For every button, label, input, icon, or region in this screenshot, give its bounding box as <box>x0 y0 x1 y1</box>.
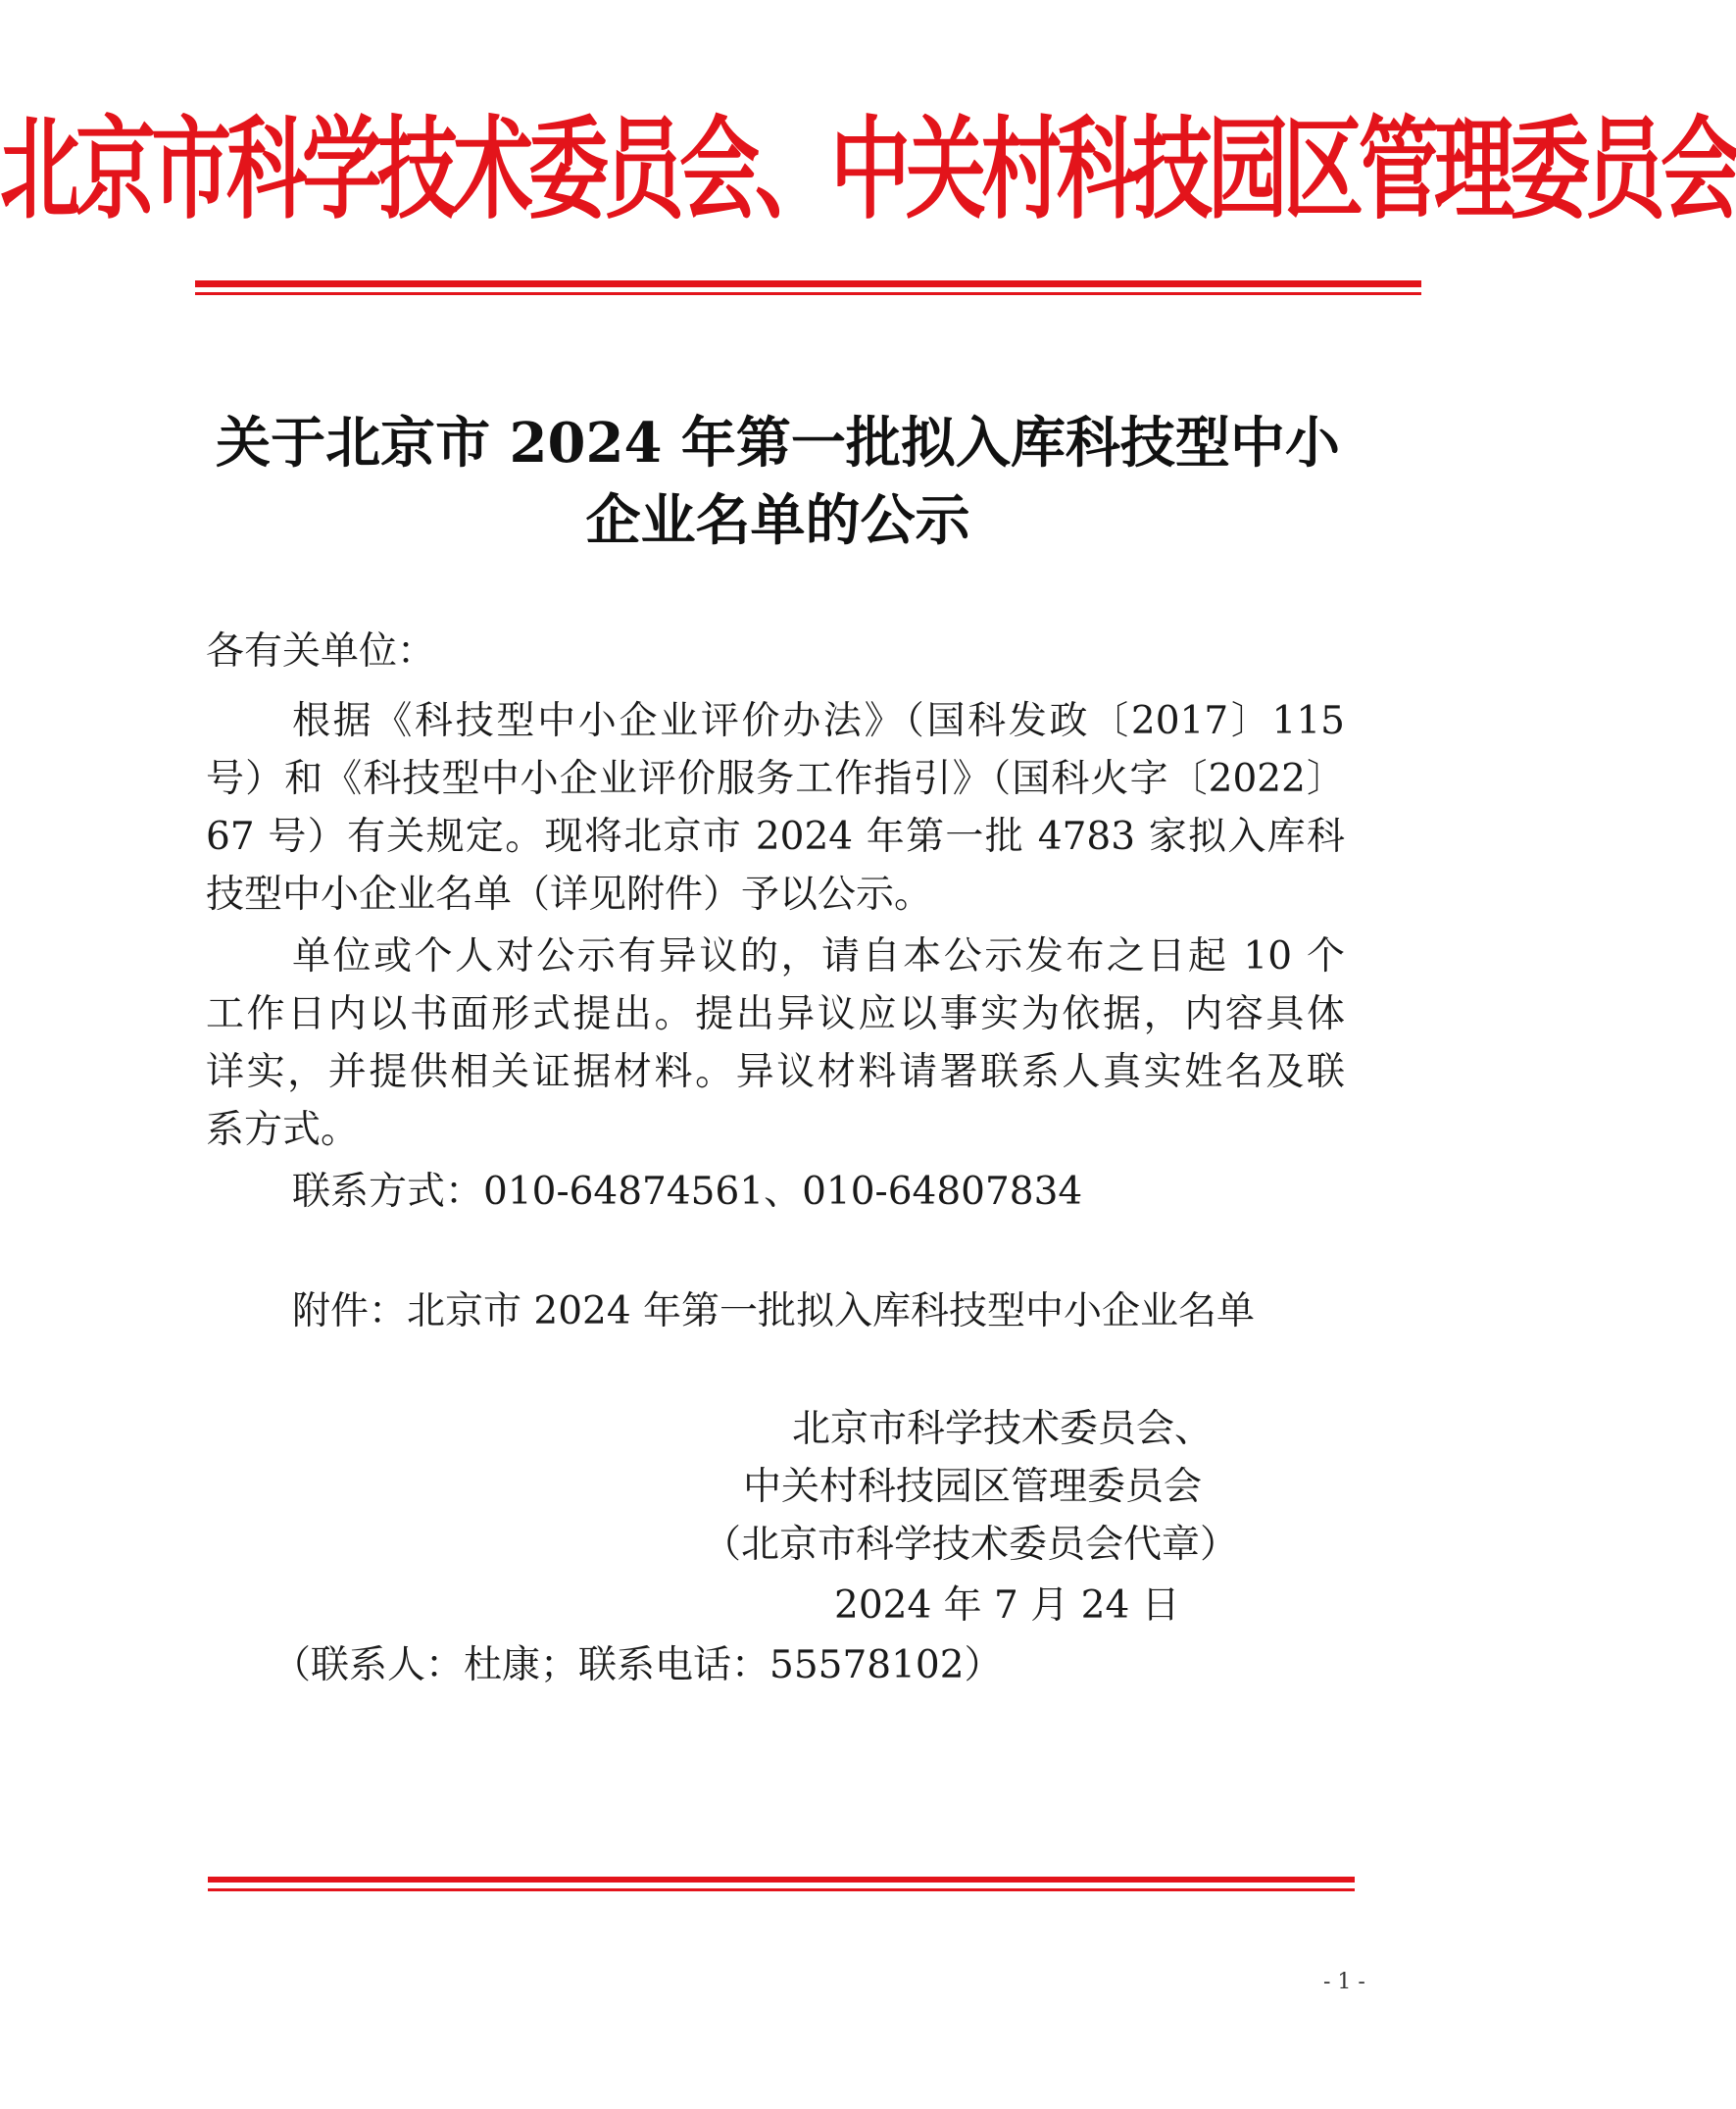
signature-date: 2024 年 7 月 24 日 <box>834 1583 1180 1628</box>
paragraph-2-line-4: 系方式。 <box>206 1108 360 1152</box>
attachment-line: 附件：北京市 2024 年第一批拟入库科技型中小企业名单 <box>292 1289 1256 1333</box>
signature-issuer-1: 北京市科学技术委员会、 <box>792 1407 1214 1451</box>
contact-person-line: （联系人：杜康；联系电话：55578102） <box>273 1643 1003 1687</box>
paragraph-1-line-3: 67 号）有关规定。现将北京市 2024 年第一批 4783 家拟入库科 <box>206 815 1345 859</box>
document-title-line-1: 关于北京市 2024 年第一批拟入库科技型中小 <box>216 411 1340 476</box>
paragraph-1-line-1: 根据《科技型中小企业评价办法》（国科发政〔2017〕115 <box>292 699 1345 743</box>
page-number: - 1 - <box>1323 1970 1365 1994</box>
paragraph-2-line-3: 详实，并提供相关证据材料。异议材料请署联系人真实姓名及联 <box>206 1050 1345 1094</box>
document-title-line-2: 企业名单的公示 <box>585 488 970 553</box>
salutation: 各有关单位： <box>206 629 436 674</box>
masthead-rule-thin <box>195 292 1421 295</box>
signature-seal-note: （北京市科学技术委员会代章） <box>703 1523 1239 1567</box>
paragraph-2-line-2: 工作日内以书面形式提出。提出异议应以事实为依据，内容具体 <box>206 992 1345 1036</box>
footer-rule-thick <box>208 1877 1355 1883</box>
paragraph-2-line-1: 单位或个人对公示有异议的，请自本公示发布之日起 10 个 <box>292 934 1345 979</box>
masthead-issuer: 北京市科学技术委员会、中关村科技园区管理委员会 <box>0 106 1736 235</box>
contact-phone-line: 联系方式：010-64874561、010-64807834 <box>292 1170 1083 1214</box>
footer-rule-thin <box>208 1888 1355 1891</box>
paragraph-1-line-2: 号）和《科技型中小企业评价服务工作指引》（国科火字〔2022〕 <box>206 757 1345 801</box>
signature-issuer-2: 中关村科技园区管理委员会 <box>743 1465 1203 1509</box>
paragraph-1-line-4: 技型中小企业名单（详见附件）予以公示。 <box>206 873 933 917</box>
masthead-rule-thick <box>195 280 1421 287</box>
